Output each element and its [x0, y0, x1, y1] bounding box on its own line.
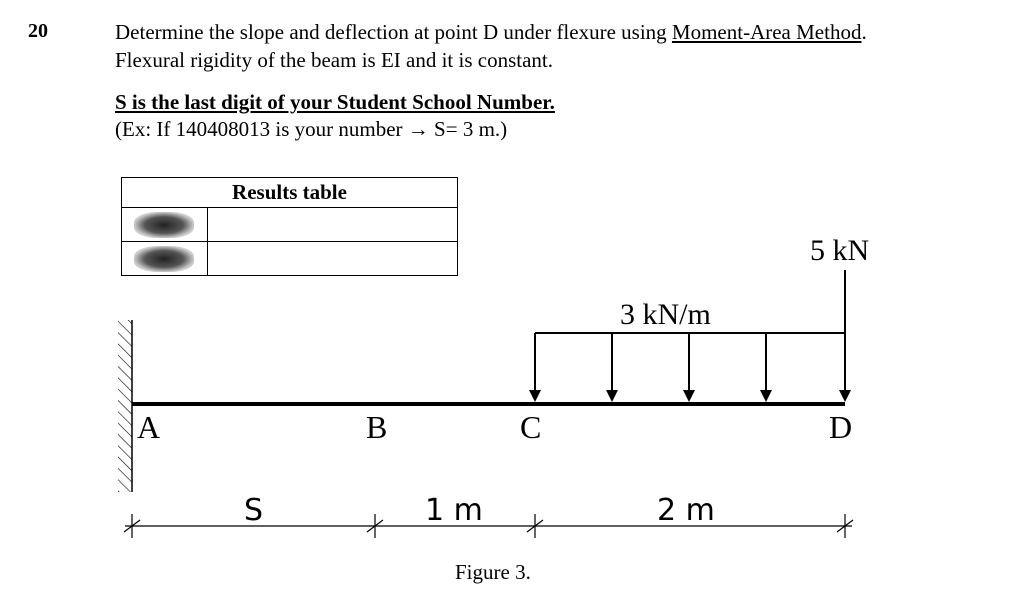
point-label-d: D	[829, 409, 853, 445]
dimension-line	[124, 514, 853, 538]
point-label-c: C	[520, 409, 542, 445]
question-number: 20	[28, 20, 48, 42]
point-label-a: A	[137, 409, 161, 445]
point-load-label: 5 kN	[810, 234, 870, 267]
fixed-support	[118, 320, 132, 492]
question-text: Determine the slope and deflection at point D under flexure using	[115, 20, 672, 44]
dimension-label-bc: 1 m	[425, 493, 483, 528]
figure-caption: Figure 3.	[455, 560, 531, 584]
note-bold: S is the last digit of your Student School Number.	[115, 90, 555, 114]
results-table-header: Results table	[122, 178, 458, 208]
question-period: .	[861, 20, 867, 44]
dimension-label-ab: S	[244, 493, 264, 528]
note-example: (Ex: If 140408013 is your number → S= 3 m.)	[115, 117, 508, 141]
distributed-load	[529, 333, 845, 402]
dimension-label-cd: 2 m	[657, 493, 715, 528]
distributed-load-label: 3 kN/m	[620, 298, 711, 331]
method-name: Moment-Area Method	[671, 20, 862, 44]
question-line-2: Flexural rigidity of the beam is EI and it is constant.	[115, 48, 553, 72]
point-load-arrow	[839, 270, 851, 402]
point-label-b: B	[366, 409, 388, 445]
